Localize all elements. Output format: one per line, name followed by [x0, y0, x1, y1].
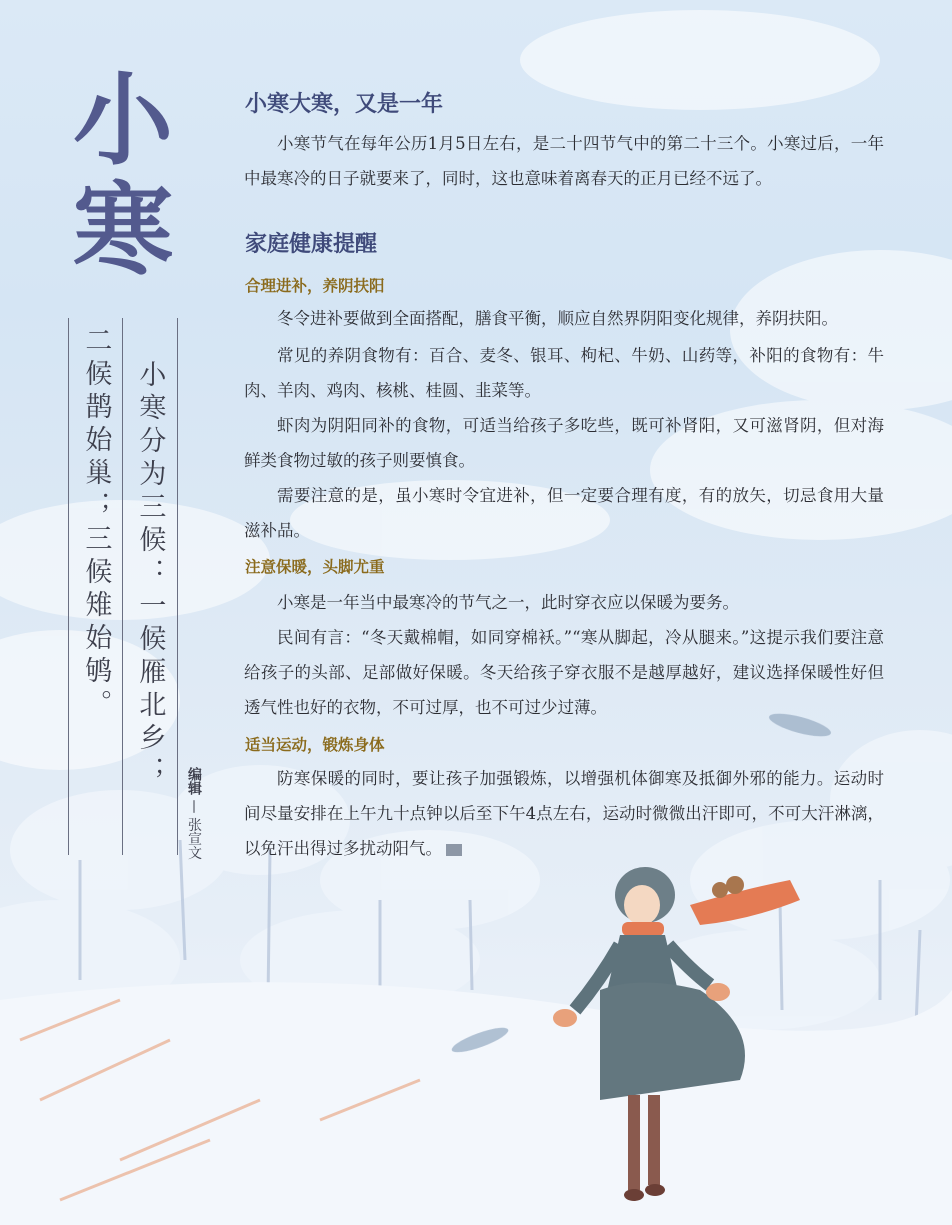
- verse-divider-middle: [122, 318, 123, 855]
- verse-line-2: 二候鹊始巢；三候雉始鸲。: [80, 326, 112, 722]
- paragraph: 民间有言：“冬天戴棉帽，如同穿棉袄。”“寒从脚起，冷从腿来。”这提示我们要注意给孩子的头部、足部做好保暖。冬天给孩子穿衣服不是越厚越好，建议选择保暖性好但透气性也好的衣物，不可过厚，也不可过少过薄。: [244, 628, 884, 717]
- end-mark-icon: [446, 844, 462, 856]
- subsection-heading: 注意保暖，头脚尤重: [245, 558, 385, 576]
- editor-label: 编辑: [186, 767, 202, 795]
- paragraph: 需要注意的是，虽小寒时令宜进补，但一定要合理有度，有的放矢，切忌食用大量滋补品。: [244, 486, 884, 540]
- subsection-heading: 合理进补，养阴扶阳: [245, 277, 385, 295]
- editor-credit: 编辑 — 张宣文: [186, 767, 202, 860]
- paragraph: 常见的养阴食物有：百合、麦冬、银耳、枸杞、牛奶、山药等，补阳的食物有：牛肉、羊肉、鸡肉、核桃、桂圆、韭菜等。: [244, 346, 884, 400]
- verse-divider-right: [177, 318, 178, 855]
- subsection-heading: 适当运动，锻炼身体: [245, 736, 385, 754]
- verse-line-1: 小寒分为三候：一候雁北乡；: [134, 360, 166, 789]
- paragraph-with-endmark: [244, 761, 884, 866]
- editor-name: 张宣文: [186, 817, 202, 860]
- paragraph: 小寒是一年当中最寒冷的节气之一，此时穿衣应以保暖为要务。: [277, 593, 739, 612]
- page-title-char-2: 寒: [73, 171, 173, 289]
- paragraph: 小寒节气在每年公历1月5日左右，是二十四节气中的第二十三个。小寒过后，一年中最寒冷的日子就要来了，同时，这也意味着离春天的正月已经不远了。: [244, 134, 884, 188]
- verse-divider-left: [68, 318, 69, 855]
- paragraph-text: 防寒保暖的同时，要让孩子加强锻炼，以增强机体御寒及抵御外邪的能力。运动时间尽量安排在上午九十点钟以后至下午4点左右，运动时微微出汗即可，不可大汗淋漓，以免汗出得过多扰动阳气。: [244, 769, 884, 858]
- paragraph: 虾肉为阴阳同补的食物，可适当给孩子多吃些，既可补肾阳，又可滋肾阴，但对海鲜类食物过敏的孩子则要慎食。: [244, 416, 884, 470]
- paragraph: 冬令进补要做到全面搭配，膳食平衡，顺应自然界阴阳变化规律，养阴扶阳。: [277, 309, 838, 328]
- page-title-char-1: 小: [73, 61, 173, 179]
- section-heading: 小寒大寒，又是一年: [245, 91, 444, 117]
- section-heading: 家庭健康提醒: [245, 231, 378, 257]
